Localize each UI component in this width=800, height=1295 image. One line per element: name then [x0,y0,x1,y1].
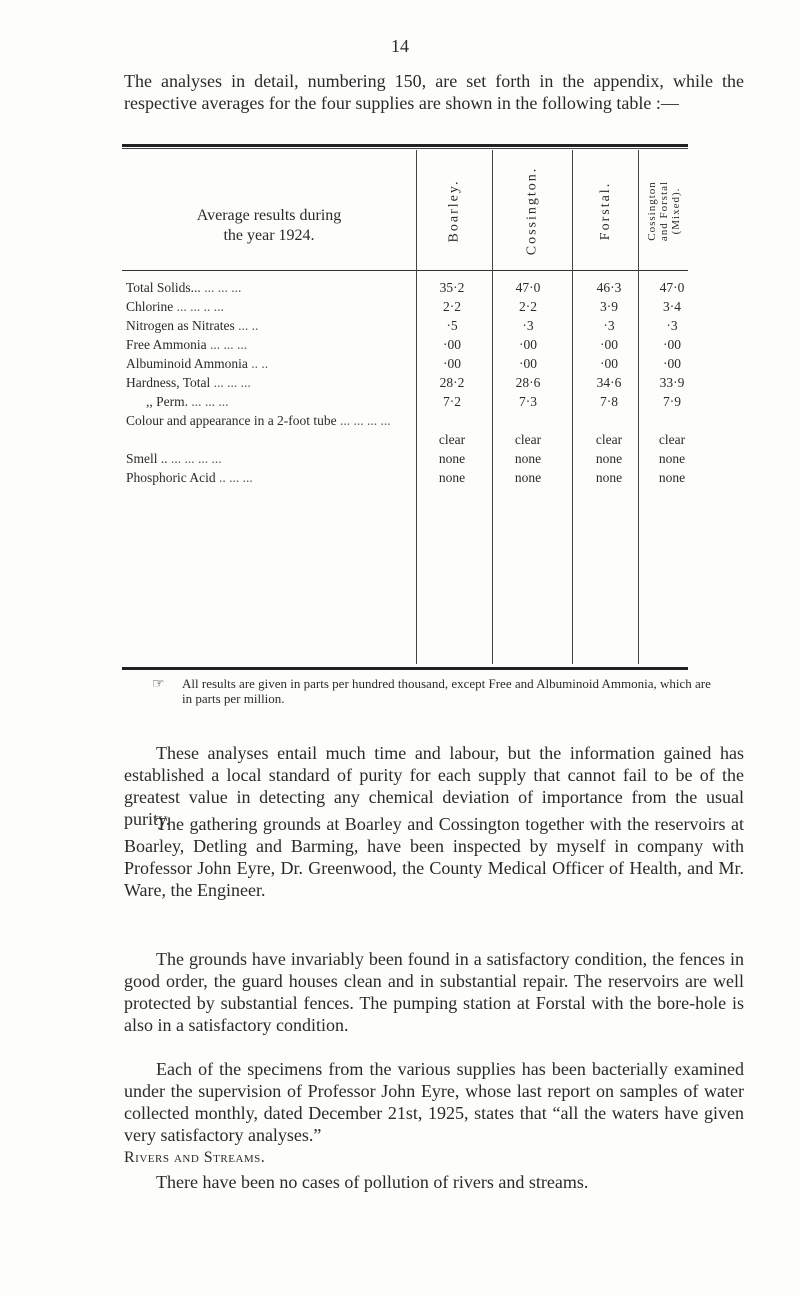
cell-value: ·00 [443,356,461,371]
cell-value: 47·0 [659,280,685,295]
body-paragraph: There have been no cases of pollution of rivers and streams. [156,1172,589,1192]
cell-value: ·3 [666,318,678,333]
table-row [122,392,688,411]
cell-value: 47·0 [515,280,541,295]
row-label: Chlorine [126,299,174,314]
table-row [122,354,688,373]
cell-value: 34·6 [596,375,622,390]
cell-value: none [658,470,686,485]
row-label: Total Solids... [126,280,201,295]
row-label: Colour and appearance in a 2-foot tube [126,413,337,428]
leader-dots: ... ... ... ... [336,413,391,428]
header-line-2: the year 1924. [223,227,315,244]
body-paragraph: The gathering grounds at Boarley and Cossington together with the reservoirs at Boarley, Detling and Barming, have been inspected by myself in company with Professor John Eyre, Dr. Greenwood, the County Medical Officer of Health, and Mr. Ware, the Engineer. [124,814,744,900]
cell-value: 7·8 [600,394,618,409]
pointing-hand-icon: ☞ [152,677,165,692]
leader-dots: ... ... ... [210,375,251,390]
table-row [122,297,688,316]
cell-value: clear [514,432,542,447]
table-body [122,278,688,487]
body-paragraph: These analyses entail much time and labour, but the information gained has established a local standard of purity for each supply that cannot fail to be of the greatest value in detecting any chemical deviation of importance from the usual purity. [124,743,744,829]
row-label: Nitrogen as Nitrates [126,318,235,333]
leader-dots: ... ... ... ... [167,451,222,466]
leader-dots: .. .. [247,356,269,371]
cell-value: ·00 [663,337,681,352]
cell-value: 2·2 [443,299,461,314]
leader-dots: ... ... ... [200,280,242,295]
table-header-label [122,206,416,246]
leader-dots: .. ... ... [215,470,253,485]
header-line-1: Average results during [196,207,342,224]
cell-value: 28·6 [515,375,541,390]
leader-dots: ... ... .. ... [173,299,224,314]
cell-value: ·00 [443,337,461,352]
row-label: Albuminoid Ammonia [126,356,248,371]
cell-value: ·00 [600,337,618,352]
footnote-text: All results are given in parts per hundred thousand, except Free and Albuminoid Ammonia, which are in parts per million. [182,676,711,706]
table-top-rule-thin [122,148,688,149]
cell-value: 28·2 [439,375,465,390]
cell-value: 35·2 [439,280,465,295]
cell-value: 7·3 [519,394,537,409]
table-row [122,373,688,392]
cell-value: none [514,470,542,485]
cell-value: clear [595,432,623,447]
body-paragraph: The grounds have invariably been found in a satisfactory condition, the fences in good order, the guard houses clean and in substantial repair. The reservoirs are well protected by substantial fences. The pumping station at Forstal with the bore-hole is also in a satisfactory condition. [124,949,744,1035]
table-header-rule [122,270,688,271]
cell-value: 7·2 [443,394,461,409]
cell-value: ·3 [522,318,534,333]
cell-value: none [658,451,686,466]
leader-dots: ... ... ... [188,394,229,409]
cell-value: 2·2 [519,299,537,314]
cell-value: ·00 [519,356,537,371]
cell-value: ·00 [600,356,618,371]
row-label: Smell .. [126,451,168,466]
cell-value: 3·9 [600,299,618,314]
body-paragraph: Each of the specimens from the various supplies has been bacterially examined under the supervision of Professor John Eyre, whose last report on samples of water collected monthly, dated December 21st, 1925, states that “all the waters have given very satisfactory analyses.” [124,1059,744,1145]
table-row [122,316,688,335]
cell-value: clear [658,432,686,447]
cell-value: none [595,470,623,485]
leader-dots: ... .. [234,318,259,333]
cell-value: ·00 [663,356,681,371]
cell-value: none [438,470,466,485]
table-row [122,449,688,468]
table-row [122,335,688,354]
cell-value: ·3 [603,318,615,333]
intro-paragraph: The analyses in detail, numbering 150, are set forth in the appendix, while the respective averages for the four supplies are shown in the following table :— [124,71,744,113]
table-bottom-rule [122,667,688,670]
cell-value: ·00 [519,337,537,352]
section-heading: Rivers and Streams. [124,1149,266,1166]
page-number: 14 [391,36,409,56]
leader-dots: ... ... ... [206,337,248,352]
row-label: Free Ammonia [126,337,207,352]
cell-value: none [438,451,466,466]
cell-value: ·5 [446,318,458,333]
table-top-rule [122,144,688,147]
table-row [122,411,688,449]
cell-value: 33·9 [659,375,685,390]
row-label: ,, Perm. [146,394,188,409]
column-header-mixed: Cossington and Forstal (Mixed). [646,180,682,242]
averages-table [122,144,688,670]
cell-value: 46·3 [596,280,622,295]
cell-value: clear [438,432,466,447]
cell-value: 7·9 [663,394,681,409]
cell-value: none [514,451,542,466]
table-footnote [152,676,722,706]
row-label: Phosphoric Acid [126,470,216,485]
table-row [122,278,688,297]
row-label: Hardness, Total [126,375,211,390]
cell-value: none [595,451,623,466]
cell-value: 3·4 [663,299,681,314]
column-header-forstal: Forstal. [597,181,613,241]
column-header-cossington: Cossington. [524,166,540,256]
table-row [122,468,688,487]
column-header-boarley: Boarley. [445,179,461,243]
